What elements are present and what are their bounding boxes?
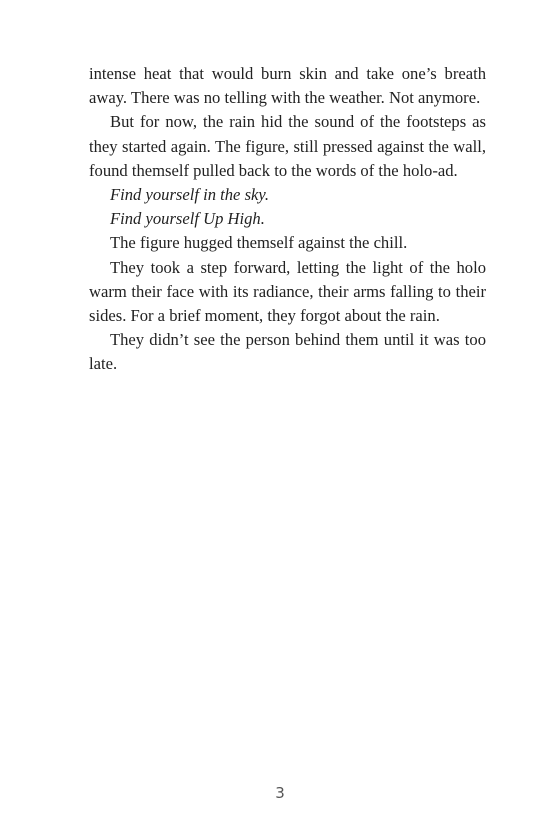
paragraph-footsteps: But for now, the rain hid the sound of the footsteps as they started again. The figure, still pressed against the wall, found themself pulled back to the words of the holo-ad. [89, 112, 486, 180]
paragraph-too-late: They didn’t see the person behind them until it was too late. [89, 330, 486, 374]
holo-ad-line-2: Find yourself Up High. [110, 209, 265, 229]
paragraph-step-forward: They took a step forward, letting the light of the holo warm their face with its radiance, their arms falling to their sides. For a brief moment, they forgot about the rain. [89, 257, 486, 326]
paragraph-chill: The figure hugged themself against the chill. [110, 233, 408, 253]
paragraph-continuation: intense heat that would burn skin and take one’s breath away. There was no telling with the weather. Not anymore. [89, 64, 486, 108]
page-number: 3 [275, 784, 285, 802]
body-text [89, 62, 486, 377]
holo-ad-line-1: Find yourself in the sky. [110, 185, 269, 205]
